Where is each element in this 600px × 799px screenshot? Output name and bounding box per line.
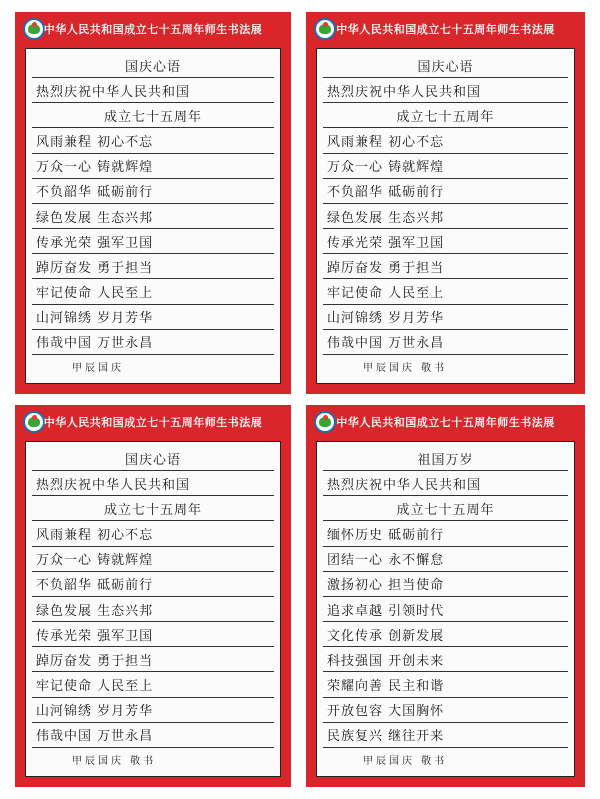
poem-line: 山河锦绣 岁月芳华 — [32, 305, 274, 330]
card-header: 中华人民共和国成立七十五周年师生书法展 — [336, 23, 555, 36]
poem-line: 不负韶华 砥砺前行 — [32, 179, 274, 204]
poem-line: 万众一心 铸就辉煌 — [32, 154, 274, 179]
poem-line: 牢记使命 人民至上 — [323, 279, 568, 304]
poem-line: 风雨兼程 初心不忘 — [323, 128, 568, 153]
poem-line: 传承光荣 强军卫国 — [323, 229, 568, 254]
poem-line: 热烈庆祝中华人民共和国 — [32, 471, 274, 496]
poem-line: 不负韶华 砥砺前行 — [323, 179, 568, 204]
poem-line: 伟哉中国 万世永昌 — [323, 330, 568, 355]
poem-line: 民族复兴 继往开来 — [323, 723, 568, 748]
card-header: 中华人民共和国成立七十五周年师生书法展 — [43, 416, 263, 429]
calligraphy-paper — [25, 441, 281, 777]
poem-line: 不负韶华 砥砺前行 — [32, 572, 274, 597]
poem-line: 踔厉奋发 勇于担当 — [32, 647, 274, 672]
poem-line: 成立七十五周年 — [323, 496, 568, 521]
signature-line: 甲辰国庆 敬书 — [363, 363, 448, 375]
signature-line: 甲辰国庆 敬书 — [72, 756, 157, 768]
poem-title: 国庆心语 — [32, 446, 274, 471]
poem-line: 文化传承 创新发展 — [323, 622, 568, 647]
poem-line: 牢记使命 人民至上 — [32, 279, 274, 304]
poem-line: 绿色发展 生态兴邦 — [32, 204, 274, 229]
calligraphy-card-4 — [306, 405, 585, 787]
poem-line: 开放包容 大国胸怀 — [323, 698, 568, 723]
poem-line: 传承光荣 强军卫国 — [32, 622, 274, 647]
poem-line: 牢记使命 人民至上 — [32, 672, 274, 697]
calligraphy-paper — [316, 48, 575, 384]
poem-line: 风雨兼程 初心不忘 — [32, 521, 274, 546]
poem-line: 热烈庆祝中华人民共和国 — [32, 78, 274, 103]
poem-line: 荣耀向善 民主和谐 — [323, 672, 568, 697]
signature-line: 甲辰国庆 — [72, 363, 124, 375]
calligraphy-card-2 — [306, 12, 585, 394]
poem-line: 伟哉中国 万世永昌 — [32, 330, 274, 355]
calligraphy-card-3 — [15, 405, 291, 787]
poem-line: 成立七十五周年 — [323, 103, 568, 128]
poem-line: 缅怀历史 砥砺前行 — [323, 521, 568, 546]
poem-line: 踔厉奋发 勇于担当 — [323, 254, 568, 279]
poem-line: 伟哉中国 万世永昌 — [32, 723, 274, 748]
poem-line: 传承光荣 强军卫国 — [32, 229, 274, 254]
poem-line: 山河锦绣 岁月芳华 — [32, 698, 274, 723]
poem-line: 踔厉奋发 勇于担当 — [32, 254, 274, 279]
poem-line: 热烈庆祝中华人民共和国 — [323, 471, 568, 496]
poem-line: 万众一心 铸就辉煌 — [323, 154, 568, 179]
poem-line: 热烈庆祝中华人民共和国 — [323, 78, 568, 103]
poem-line: 成立七十五周年 — [32, 103, 274, 128]
signature-line: 甲辰国庆 敬书 — [363, 756, 448, 768]
poem-line: 山河锦绣 岁月芳华 — [323, 305, 568, 330]
poem-line: 追求卓越 引领时代 — [323, 597, 568, 622]
poem-line: 万众一心 铸就辉煌 — [32, 547, 274, 572]
poem-line: 激扬初心 担当使命 — [323, 572, 568, 597]
calligraphy-paper — [316, 441, 575, 777]
poem-title: 国庆心语 — [32, 53, 274, 78]
calligraphy-paper — [25, 48, 281, 384]
poem-title: 国庆心语 — [323, 53, 568, 78]
poem-title: 祖国万岁 — [323, 446, 568, 471]
calligraphy-card-1 — [15, 12, 291, 394]
poem-line: 科技强国 开创未来 — [323, 647, 568, 672]
poem-line: 绿色发展 生态兴邦 — [323, 204, 568, 229]
card-header: 中华人民共和国成立七十五周年师生书法展 — [336, 416, 555, 429]
poem-line: 绿色发展 生态兴邦 — [32, 597, 274, 622]
poem-line: 成立七十五周年 — [32, 496, 274, 521]
poem-line: 团结一心 永不懈怠 — [323, 547, 568, 572]
card-header: 中华人民共和国成立七十五周年师生书法展 — [43, 23, 263, 36]
poem-line: 风雨兼程 初心不忘 — [32, 128, 274, 153]
